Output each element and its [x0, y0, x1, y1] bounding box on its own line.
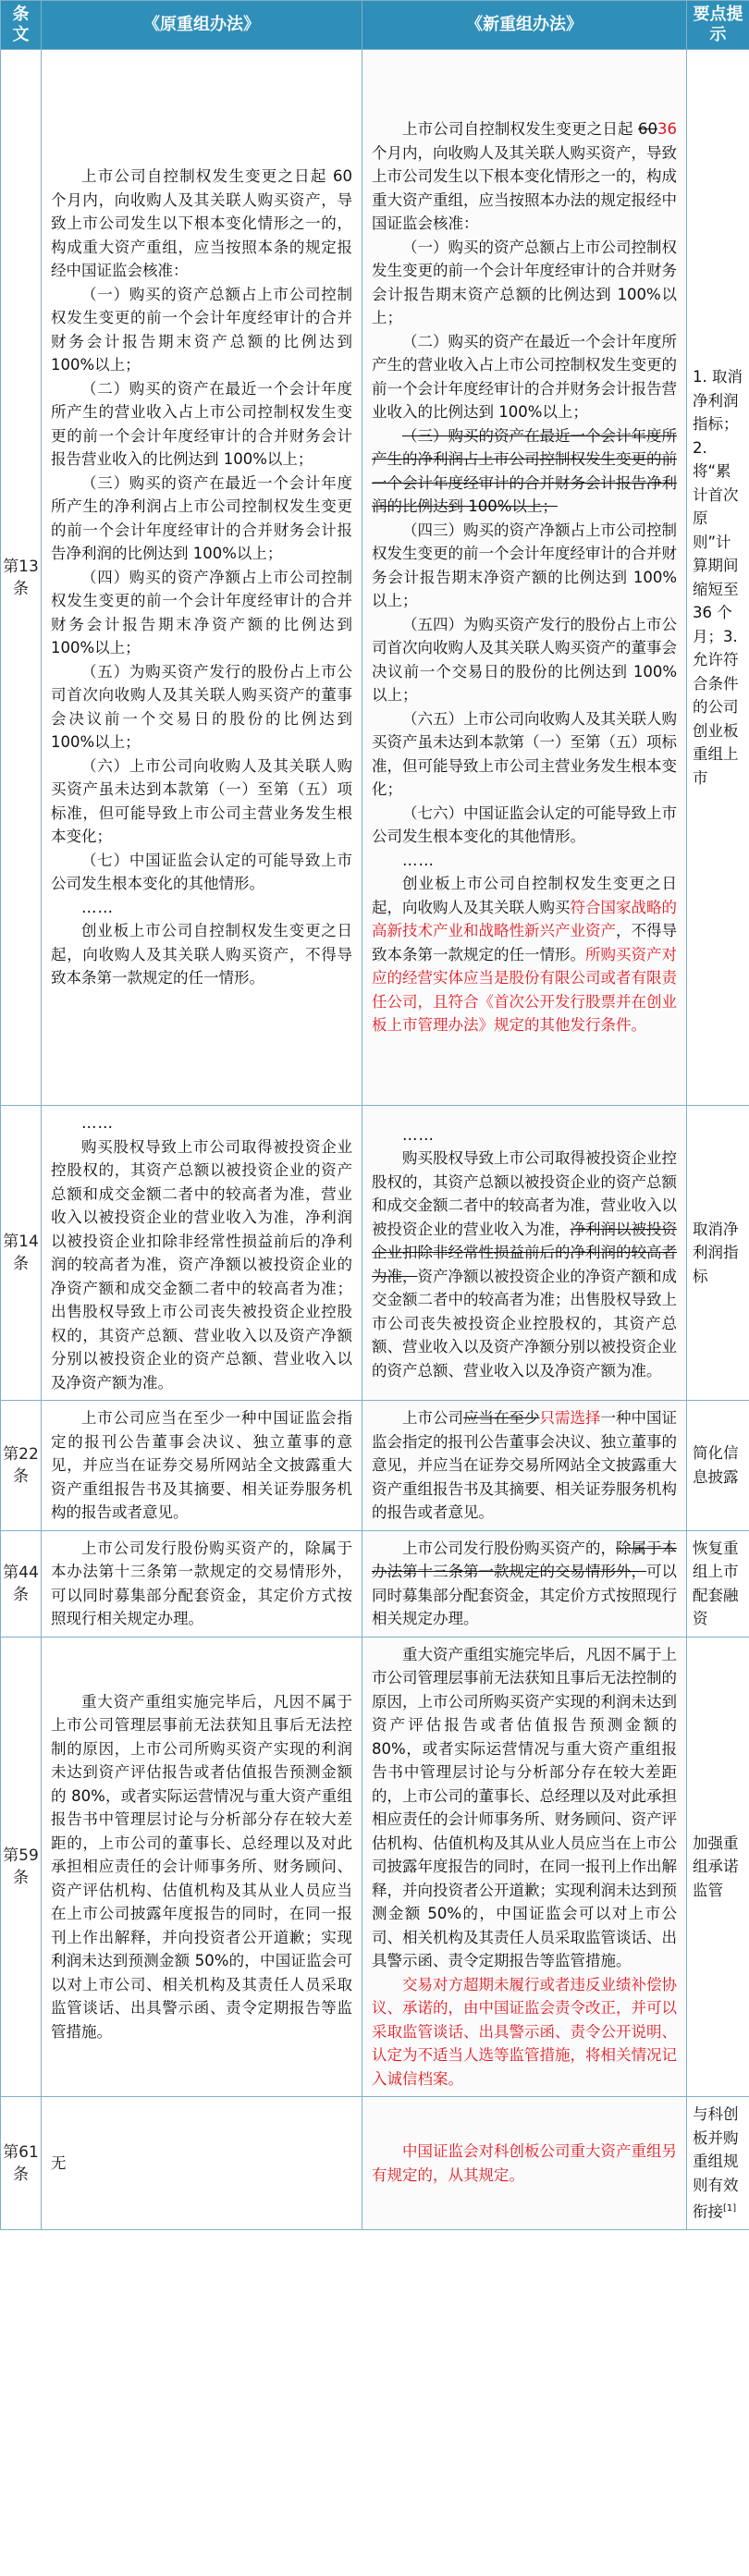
new-rule-paragraph: [372, 872, 677, 1037]
old-rule-paragraph: 创业板上市公司自控制权发生变更之日起，向收购人及其关联人购买资产，不得导致本条第一款规定的任一情形。: [51, 922, 352, 987]
rule-text-segment: ，不得导致本条第一款规定的任一情形。: [372, 922, 677, 963]
old-rule-paragraph: ……: [81, 1114, 114, 1132]
article-number: 第59条: [1, 1637, 42, 2097]
new-rule-paragraph: [372, 236, 677, 330]
deleted-text: （三）购买的资产在最近一个会计年度所产生的净利润占上市公司控制权发生变更的前一个会计年度经审计的合并财务会计报告净利润的比例达到 100%以上；: [372, 426, 677, 516]
new-rule-text: [362, 1530, 687, 1637]
old-rule-paragraph: 无: [51, 2153, 67, 2172]
rule-text-segment: （七六）中国证监会认定的可能导致上市公司发生根本变化的其他情形。: [372, 803, 677, 846]
old-rule-paragraph: （七）中国证监会认定的可能导致上市公司发生根本变化的其他情形。: [51, 851, 352, 893]
old-rule-paragraph: 上市公司应当在至少一种中国证监会指定的报刊公告董事会决议、独立董事的意见，并应当在证券交易所网站全文披露重大资产重组报告书及其摘要、相关证券服务机构的报告或者意见。: [51, 1409, 352, 1521]
key-point-text: 加强重组承诺监管: [693, 1834, 739, 1899]
deleted-text: 除属于本办法第十三条第一款规定的交易情形外，: [372, 1539, 677, 1580]
header-row: [1, 1, 749, 50]
deleted-text: 应当在至少: [463, 1409, 540, 1427]
new-rule-paragraph: [372, 1973, 677, 2091]
key-point-text: 取消净利润指标: [693, 1220, 739, 1285]
old-rule-text: [42, 1401, 362, 1531]
header-key-points: 要点提示: [687, 1, 749, 50]
new-rule-paragraph: [372, 117, 677, 236]
new-rule-text: [362, 2097, 687, 2230]
article-number: 第61条: [1, 2097, 42, 2230]
rule-text-segment: ……: [402, 851, 435, 869]
new-rule-paragraph: [372, 1643, 677, 1973]
article-number: 第14条: [1, 1106, 42, 1401]
new-rule-paragraph: [372, 802, 677, 849]
header-new-rules: 《新重组办法》: [362, 1, 687, 50]
new-rule-paragraph: [372, 1537, 677, 1631]
rule-text-segment: （五四）为购买资产发行的股份占上市公司首次向收购人及其关联人购买资产的董事会决议前一个交易日的股份的比例达到 100%以上；: [372, 615, 677, 705]
rule-text-segment: （六五）上市公司向收购人及其关联人购买资产虽未达到本款第（一）至第（五）项标准，但可能导致上市公司主营业务发生根本变化；: [372, 709, 677, 799]
new-rule-paragraph: [372, 849, 677, 873]
new-rule-text: [362, 1637, 687, 2097]
key-point-text: 恢复重组上市配套融资: [693, 1539, 739, 1627]
rule-text-segment: 一种中国证监会指定的报刊公告董事会决议、独立董事的意见，并应当在证券交易所网站全文披露重大资产重组报告书及其摘要、相关证券服务机构的报告或者意见。: [372, 1409, 677, 1521]
rule-text-segment: 购买的资产净额占上市公司控制权发生变更的前一个会计年度经审计的合并财务会计报告期末净资产额的比例达到 100%以上；: [372, 521, 677, 610]
rule-text-segment: 资产净额以被投资企业的净资产额和成交金额二者中的较高者为准；出售股权导致上市公司丧失被投资企业控股权的，其资产总额、营业收入以及资产净额分别以被投资企业的资产总额、营业收入以及净资产额为准。: [372, 1267, 677, 1380]
new-rule-paragraph: [372, 707, 677, 802]
rule-text-segment: 可以同时募集部分配套资金，其定价方式按照现行相关规定办理。: [372, 1563, 677, 1627]
added-text: 只需选择: [539, 1409, 601, 1427]
table-row: [1, 1106, 749, 1401]
added-text: 交易对方超期未履行或者违反业绩补偿协议、承诺的，由中国证监会责令改正，并可以采取监管谈话、出具警示函、责令公开说明、认定为不适当人选等监管措施，将相关情况记入诚信档案。: [372, 1975, 677, 2088]
old-rule-text: [42, 50, 362, 1106]
added-text: 所购买资产对应的经营实体应当是股份有限公司或者有限责任公司，且符合《首次公开发行股票并在创业板上市管理办法》规定的其他发行条件。: [372, 945, 677, 1035]
rule-text-segment: 上市公司: [402, 1409, 463, 1427]
article-number: 第13条: [1, 50, 42, 1106]
old-rule-paragraph: 重大资产重组实施完毕后，凡因不属于上市公司管理层事前无法获知且事后无法控制的原因，上市公司所购买资产实现的利润未达到资产评估报告或者估值报告预测金额的 80%，或者实际运营情况与重大资产重组报告书中管理层讨论与分析部分存在较大差距的，上市公司的董事长、总经理以及对此承担相应责任的会计师事务所、财务顾问、资产评估机构、估值机构及其从业人员应当在上市公司披露年度报告的同时，在同一报刊上作出解释，并向投资者公开道歉；实现利润未达到预测金额 50%的，中国证监会可以对上市公司、相关机构及其责任人员采取监管谈话、出具警示函、责令定期报告等监管措施。: [51, 1692, 352, 2041]
added-text: 36: [657, 120, 677, 139]
key-point: [687, 50, 749, 1106]
added-text: 符合国家战略的高新技术产业和战略性新兴产业资产: [372, 898, 677, 940]
old-rule-paragraph: 购买股权导致上市公司取得被投资企业控股权的，其资产总额以被投资企业的资产总额和成交金额二者中的较高者为准，营业收入以被投资企业的营业收入为准，净利润以被投资企业扣除非经常性损益前后的净利润的较高者为准，资产净额以被投资企业的净资产额和成交金额二者中的较高者为准；出售股权导致上市公司丧失被投资企业控股权的，其资产总额、营业收入以及资产净额分别以被投资企业的资产总额、营业收入以及净资产额为准。: [51, 1137, 352, 1392]
key-point: [687, 2097, 749, 2230]
old-rule-paragraph: （四）购买的资产净额占上市公司控制权发生变更的前一个会计年度经审计的合并财务会计报告期末净资产额的比例达到 100%以上；: [51, 568, 352, 657]
rule-text-segment: （二）购买的资产在最近一个会计年度所产生的营业收入占上市公司控制权发生变更的前一个会计年度经审计的合并财务会计报告营业收入的比例达到 100%以上；: [372, 332, 677, 422]
key-point: [687, 1401, 749, 1531]
old-rule-paragraph: （一）购买的资产总额占上市公司控制权发生变更的前一个会计年度经审计的合并财务会计报告期末资产总额的比例达到 100%以上；: [51, 285, 352, 374]
key-point: [687, 1530, 749, 1637]
table-row: [1, 1401, 749, 1531]
header-old-rules: 《原重组办法》: [42, 1, 362, 50]
new-rule-paragraph: [372, 519, 677, 613]
rule-text-segment: 创业板上市公司自控制权发生变更之日起，向收购人及其关联人购买: [372, 875, 677, 916]
new-rule-paragraph: [372, 1147, 677, 1382]
old-rule-paragraph: （五）为购买资产发行的股份占上市公司首次向收购人及其关联人购买资产的董事会决议前一个交易日的股份的比例达到 100%以上；: [51, 662, 352, 752]
new-rule-text: [362, 1401, 687, 1531]
article-number: 第22条: [1, 1401, 42, 1531]
old-rule-paragraph: 上市公司自控制权发生变更之日起 60 个月内，向收购人及其关联人购买资产，导致上市公司发生以下根本变化情形之一的，构成重大资产重组，应当按照本条的规定报经中国证监会核准：: [51, 167, 352, 280]
old-rule-paragraph: （六）上市公司向收购人及其关联人购买资产虽未达到本款第（一）至第（五）项标准，但可能导致上市公司主营业务发生根本变化；: [51, 756, 352, 846]
table-row: [1, 1530, 749, 1637]
deleted-text: 净利润以被投资企业扣除非经常性损益前后的净利润的较高者为准，: [372, 1220, 677, 1285]
new-rule-paragraph: [372, 1123, 677, 1147]
header-article: 条文: [1, 1, 42, 50]
key-point-text: 与科创板并购重组规则有效衔接: [693, 2105, 739, 2221]
key-point-text: 简化信息披露: [693, 1444, 739, 1486]
new-rule-paragraph: [372, 424, 677, 519]
rule-text-segment: （四三）: [402, 521, 463, 539]
key-point: [687, 1106, 749, 1401]
table-row: [1, 50, 749, 1106]
rule-text-segment: 上市公司自控制权发生变更之日起: [402, 120, 638, 139]
new-rule-text: [362, 50, 687, 1106]
rule-text-segment: 购买股权导致上市公司取得被投资企业控股权的，其资产总额以被投资企业的资产总额和成交金额二者中的较高者为准，营业收入以被投资企业的营业收入为准，: [372, 1149, 677, 1238]
old-rule-paragraph: （三）购买的资产在最近一个会计年度所产生的净利润占上市公司控制权发生变更的前一个会计年度经审计的合并财务会计报告净利润的比例达到 100%以上；: [51, 473, 352, 563]
table-row: [1, 1637, 749, 2097]
rule-text-segment: 上市公司发行股份购买资产的，: [402, 1539, 616, 1557]
old-rule-paragraph: 上市公司发行股份购买资产的，除属于本办法第十三条第一款规定的交易情形外，可以同时募集部分配套资金，其定价方式按照现行相关规定办理。: [51, 1539, 352, 1627]
old-rule-text: [42, 1530, 362, 1637]
deleted-text: 60: [638, 120, 657, 139]
rule-text-segment: 个月内，向收购人及其关联人购买资产，导致上市公司发生以下根本变化情形之一的，构成重大资产重组，应当按照本办法的规定报经中国证监会核准：: [372, 143, 677, 233]
article-number: 第44条: [1, 1530, 42, 1637]
rule-text-segment: （一）购买的资产总额占上市公司控制权发生变更的前一个会计年度经审计的合并财务会计报告期末资产总额的比例达到 100%以上；: [372, 238, 677, 327]
key-point: [687, 1637, 749, 2097]
new-rule-paragraph: [372, 2140, 677, 2187]
old-rule-text: [42, 1637, 362, 2097]
new-rule-paragraph: [372, 1406, 677, 1525]
new-rule-paragraph: [372, 613, 677, 707]
old-rule-text: [42, 2097, 362, 2230]
old-rule-paragraph: （二）购买的资产在最近一个会计年度所产生的营业收入占上市公司控制权发生变更的前一个会计年度经审计的合并财务会计报告营业收入的比例达到 100%以上；: [51, 379, 352, 469]
new-rule-paragraph: [372, 330, 677, 424]
table-row: [1, 2097, 749, 2230]
old-rule-text: [42, 1106, 362, 1401]
added-text: 中国证监会对科创板公司重大资产重组另有规定的，从其规定。: [372, 2142, 677, 2184]
new-rule-text: [362, 1106, 687, 1401]
rule-text-segment: 重大资产重组实施完毕后，凡因不属于上市公司管理层事前无法获知且事后无法控制的原因，上市公司所购买资产实现的利润未达到资产评估报告或者估值报告预测金额的 80%，或者实际运营情况与重大资产重组报告书中管理层讨论与分析部分存在较大差距的，上市公司的董事长、总经理以及对此承担相应责任的会计师事务所、财务顾问、资产评估机构、估值机构及其从业人员应当在上市公司披露年度报告的同时，在同一报刊上作出解释，并向投资者公开道歉；实现利润未达到预测金额 50%的，中国证监会可以对上市公司、相关机构及其责任人员采取监管谈话、出具警示函、责令定期报告等监管措施。: [372, 1645, 677, 1969]
key-point-text: 1. 取消净利润指标；2. 将“累计首次原则”计算期间缩短至 36 个月；3. 允许符合条件的公司创业板重组上市: [693, 368, 743, 787]
rule-text-segment: ……: [402, 1125, 435, 1144]
old-rule-paragraph: ……: [81, 898, 114, 916]
footnote-marker[interactable]: [1]: [723, 2203, 737, 2214]
